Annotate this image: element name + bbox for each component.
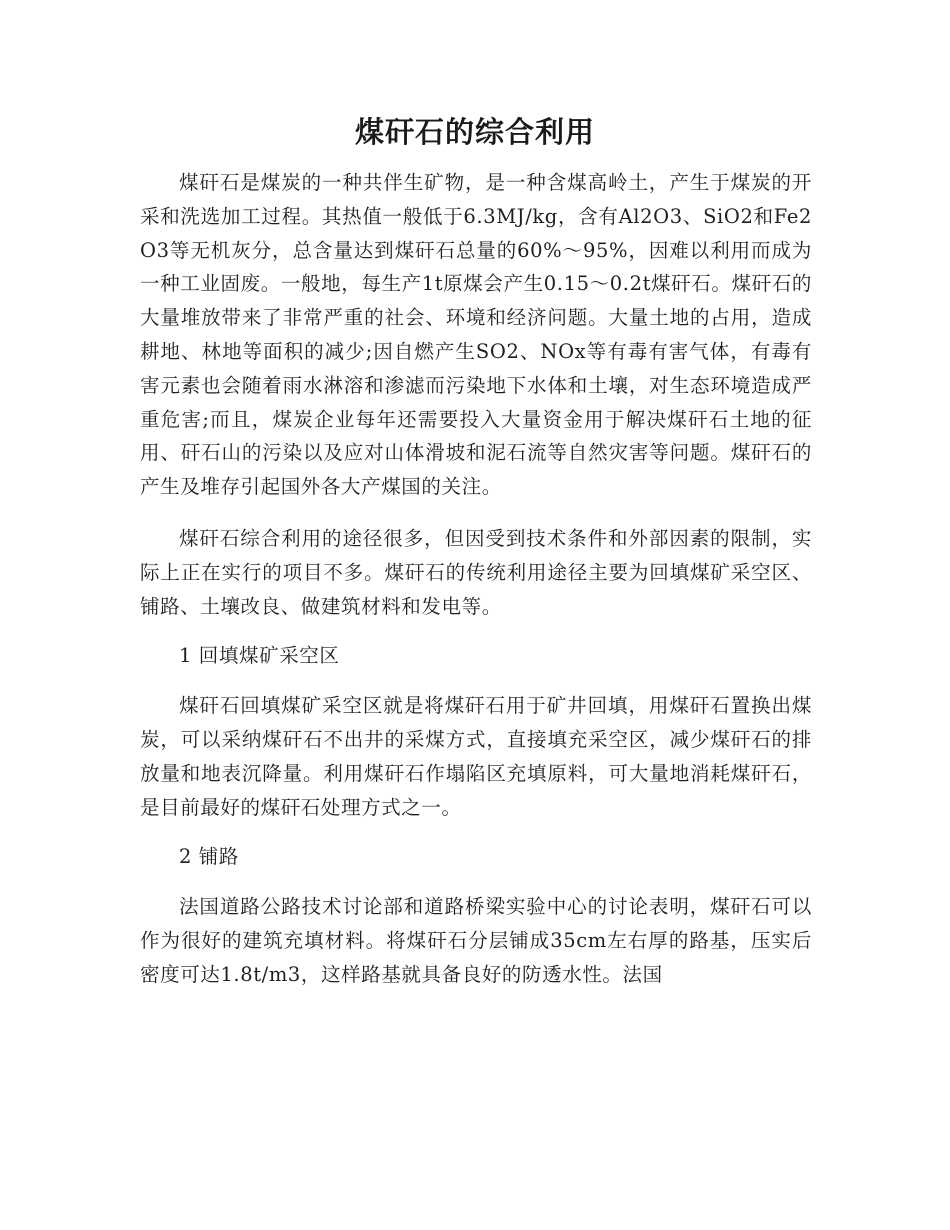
document-title: 煤矸石的综合利用 bbox=[354, 115, 595, 149]
section-heading-paving: 2 铺路 bbox=[179, 845, 240, 869]
paragraph-spacer bbox=[140, 824, 812, 840]
paragraph-paving: 法国道路公路技术讨论部和道路桥梁实验中心的讨论表明，煤矸石可以作为很好的建筑充填材料。将煤矸石分层铺成35cm左右厚的路基，压实后密度可达1.8t/m3，这样路基就具备良好的防透水性。法国 bbox=[140, 895, 812, 986]
paragraph-spacer bbox=[140, 504, 812, 522]
paragraph-utilization-overview: 煤矸石综合利用的途径很多，但因受到技术条件和外部因素的限制，实际上正在实行的项目不多。煤矸石的传统利用途径主要为回填煤矿采空区、铺路、土壤改良、做建筑材料和发电等。 bbox=[140, 526, 812, 618]
section-heading-backfill: 1 回填煤矿采空区 bbox=[179, 644, 340, 668]
paragraph-spacer bbox=[140, 874, 812, 890]
paragraph-spacer bbox=[140, 673, 812, 689]
paragraph-spacer bbox=[140, 623, 812, 639]
document-body bbox=[140, 166, 812, 992]
paragraph-intro: 煤矸石是煤炭的一种共伴生矿物，是一种含煤高岭土，产生于煤炭的开采和洗选加工过程。其热值一般低于6.3MJ/kg，含有Al2O3、SiO2和Fe2O3等无机灰分，总含量达到煤矸石总量的60%～95%，因难以利用而成为一种工业固废。一般地，每生产1t原煤会产生0.15～0.2t煤矸石。煤矸石的大量堆放带来了非常严重的社会、环境和经济问题。大量土地的占用，造成耕地、林地等面积的减少;因自燃产生SO2、NOx等有毒有害气体，有毒有害元素也会随着雨水淋溶和渗滤而污染地下水体和土壤，对生态环境造成严重危害;而且，煤炭企业每年还需要投入大量资金用于解决煤矸石土地的征用、矸石山的污染以及应对山体滑坡和泥石流等自然灾害等问题。煤矸石的产生及堆存引起国外各大产煤国的关注。 bbox=[140, 171, 812, 499]
paragraph-backfill: 煤矸石回填煤矿采空区就是将煤矸石用于矿井回填，用煤矸石置换出煤炭，可以采纳煤矸石不出井的采煤方式，直接填充采空区，减少煤矸石的排放量和地表沉降量。利用煤矸石作塌陷区充填原料，可大量地消耗煤矸石，是目前最好的煤矸石处理方式之一。 bbox=[140, 694, 812, 819]
